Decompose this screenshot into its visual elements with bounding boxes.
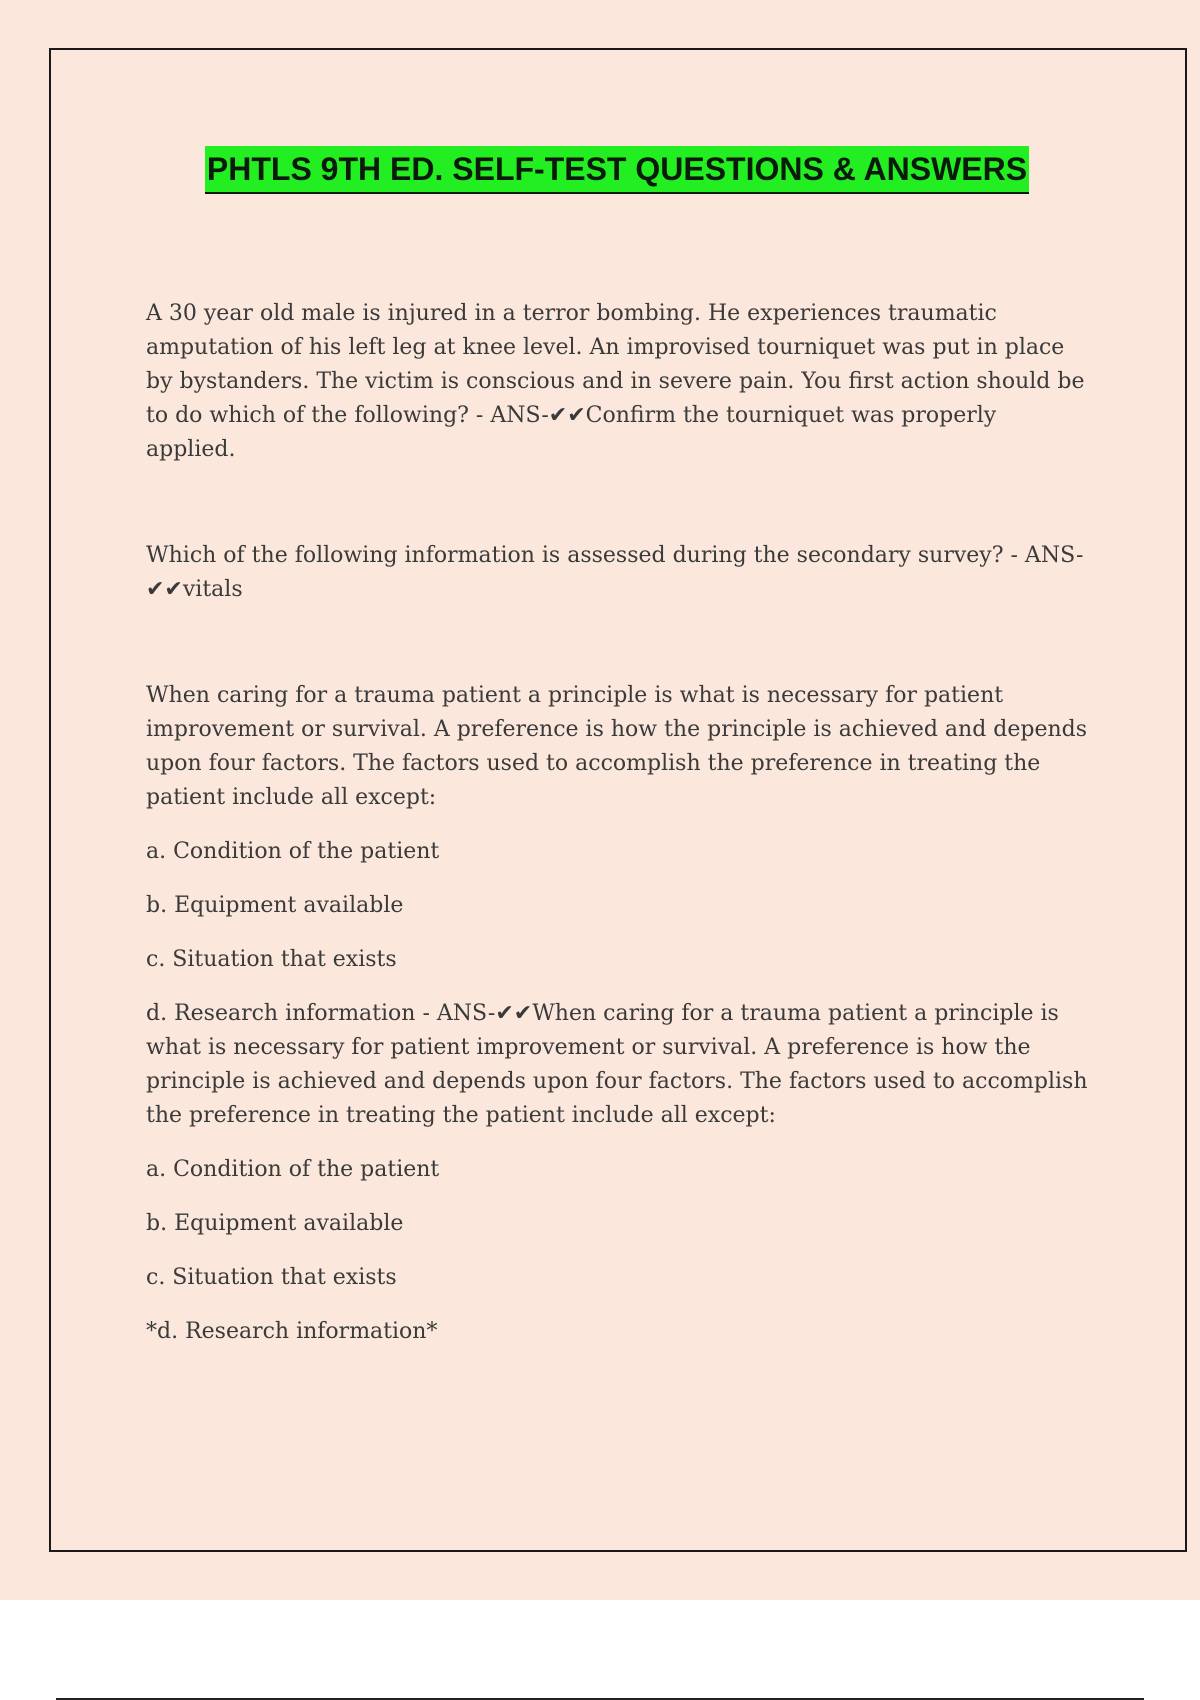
document-title: PHTLS 9TH ED. SELF-TEST QUESTIONS & ANSWERS xyxy=(205,146,1029,194)
document-body xyxy=(146,297,1090,1369)
option-d-answer: d. Research information - ANS-✔✔When caring for a trauma patient a principle is what is necessary for patient improvement or survival. A preference is how the principle is achieved and depends upon four factors. The factors used to accomplish the preference in treating the patient include all except: xyxy=(146,1001,1088,1128)
question-3: When caring for a trauma patient a principle is what is necessary for patient improvement or survival. A preference is how the principle is achieved and depends upon four factors. The factors used to accomplish the preference in treating the patient include all except: xyxy=(146,683,1088,810)
option-a-second: a. Condition of the patient xyxy=(146,1157,440,1182)
question-1: A 30 year old male is injured in a terror bombing. He experiences traumatic amputation of his left leg at knee level. An improvised tourniquet was put in place by bystanders. The victim is conscious and in severe pain. You first action should be to do which of the following? - ANS-✔✔Confirm the tourniquet was properly applied. xyxy=(146,301,1085,462)
option-a-first: a. Condition of the patient xyxy=(146,839,440,864)
option-b-first: b. Equipment available xyxy=(146,893,404,918)
title-container xyxy=(0,146,1200,194)
option-b-second: b. Equipment available xyxy=(146,1211,404,1236)
option-d-second: *d. Research information* xyxy=(146,1319,438,1344)
question-2: Which of the following information is assessed during the secondary survey? - ANS-✔✔vitals xyxy=(146,543,1084,602)
option-c-first: c. Situation that exists xyxy=(146,947,397,972)
option-c-second: c. Situation that exists xyxy=(146,1265,397,1290)
